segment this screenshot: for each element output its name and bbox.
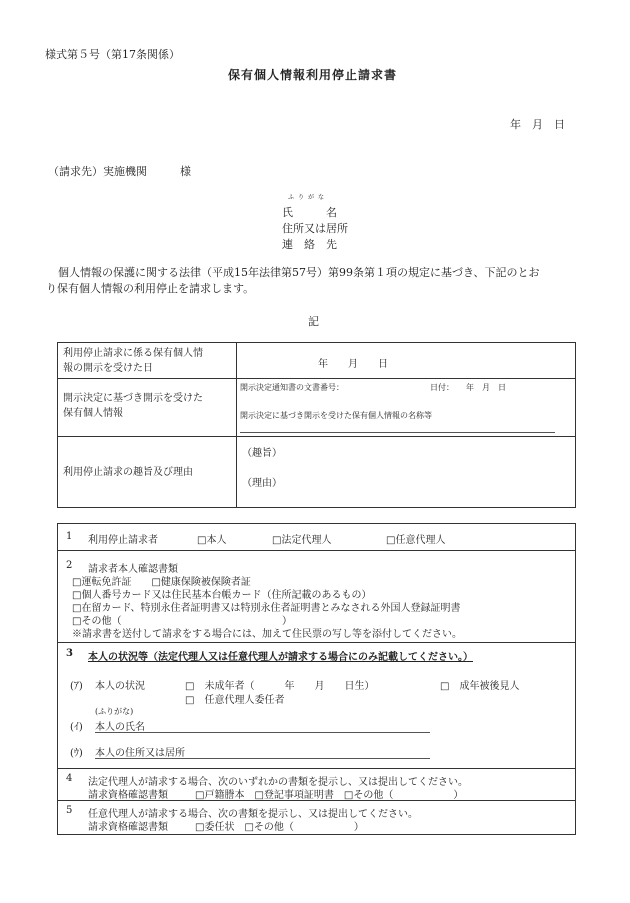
section2-title: 請求者本人確認書類 [88,564,178,575]
contact-label: 連 絡 先 [282,238,337,251]
purpose-field[interactable]: （趣旨） [242,448,282,459]
row2-label-line2: 保有個人情報 [63,408,123,419]
doc-number-field[interactable]: 開示決定通知書の文書番号： [240,383,344,392]
form-number: 様式第５号（第17条関係） [45,48,180,61]
section1-label: 利用停止請求者 [88,535,158,546]
principal-address-field[interactable] [95,758,430,759]
section3-title: 本人の状況等（法定代理人又は任意代理人が請求する場合にのみ記載してください。） [88,652,473,663]
section3-a-label: 本人の状況 [95,681,145,692]
section4-num: 4 [66,773,73,784]
principal-name-field[interactable] [95,732,430,733]
section3-num: 3 [66,648,73,659]
delegator-checkbox[interactable]: □ 任意代理人委任者 [185,695,285,706]
principal-name-label: 本人の氏名 [95,722,145,733]
ki-label: 記 [308,315,319,328]
form-title: 保有個人情報利用停止請求書 [228,68,398,82]
section5-num: 5 [66,805,73,816]
intro-line-2: り保有個人情報の利用停止を請求します。 [46,282,255,295]
section5-line1: 任意代理人が請求する場合、次の書類を提示し、又は提出してください。 [88,809,418,820]
furigana-label: ふりがな [288,194,329,201]
name-label: 氏 名 [282,206,337,219]
section3-a-mark: (ｱ) [70,681,83,692]
section3-b-furigana: (ふりがな) [95,707,134,716]
id-doc-other-close: ） [282,616,292,627]
section1-num: 1 [66,531,73,542]
intro-line-1: 個人情報の保護に関する法律（平成15年法律第57号）第99条第１項の規定に基づき、下記のとお [58,266,540,279]
date-line: 年 月 日 [510,118,565,131]
id-doc-line1[interactable]: □運転免許証 □健康保険被保険者証 [72,577,251,588]
id-doc-other[interactable]: □その他（ [72,616,122,627]
disclosure-date-field[interactable]: 年 月 日 [318,359,388,370]
row1-label-line1: 利用停止請求に係る保有個人情 [63,348,203,359]
adult-ward-checkbox[interactable]: □ 成年被後見人 [440,681,520,692]
section3-c-mark: (ｳ) [70,748,83,759]
section5-doc-label: 請求資格確認書類 [88,822,168,833]
row2-label-line1: 開示決定に基づき開示を受けた [63,393,203,404]
address-label: 住所又は居所 [282,222,348,235]
section3-b-mark: (ｲ) [70,722,83,733]
disclosed-info-name-field[interactable]: 開示決定に基づき開示を受けた保有個人情報の名称等 [240,411,432,420]
principal-address-label: 本人の住所又は居所 [95,748,185,759]
minor-checkbox[interactable]: □ 未成年者（ 年 月 日生） [185,681,375,692]
section2-num: 2 [66,560,73,571]
id-doc-line2[interactable]: □個人番号カード又は住民基本台帳カード（住所記載のあるもの） [72,590,372,601]
section5-doc-options[interactable]: □委任状 □その他（ ） [195,822,364,833]
reason-field[interactable]: （理由） [242,478,282,489]
section4-line1: 法定代理人が請求する場合、次のいずれかの書類を提示し、又は提出してください。 [88,777,468,788]
doc-date-field[interactable]: 日付： 年 月 日 [430,383,506,392]
section4-doc-options[interactable]: □戸籍謄本 □登記事項証明書 □その他（ ） [195,790,464,801]
row1-label-line2: 報の開示を受けた日 [63,363,153,374]
row3-label: 利用停止請求の趣旨及び理由 [63,467,193,478]
table-divider [236,342,237,507]
option-self-checkbox[interactable]: □本人 [197,535,227,546]
id-doc-line3[interactable]: □在留カード、特別永住者証明書又は特別永住者証明書とみなされる外国人登録証明書 [72,603,461,614]
id-doc-note: ※請求書を送付して請求をする場合には、加えて住民票の写し等を添付してください。 [72,629,462,640]
option-voluntary-rep-checkbox[interactable]: □任意代理人 [386,535,446,546]
section4-doc-label: 請求資格確認書類 [88,790,168,801]
addressee: （請求先）実施機関 様 [48,165,191,178]
option-legal-rep-checkbox[interactable]: □法定代理人 [272,535,332,546]
